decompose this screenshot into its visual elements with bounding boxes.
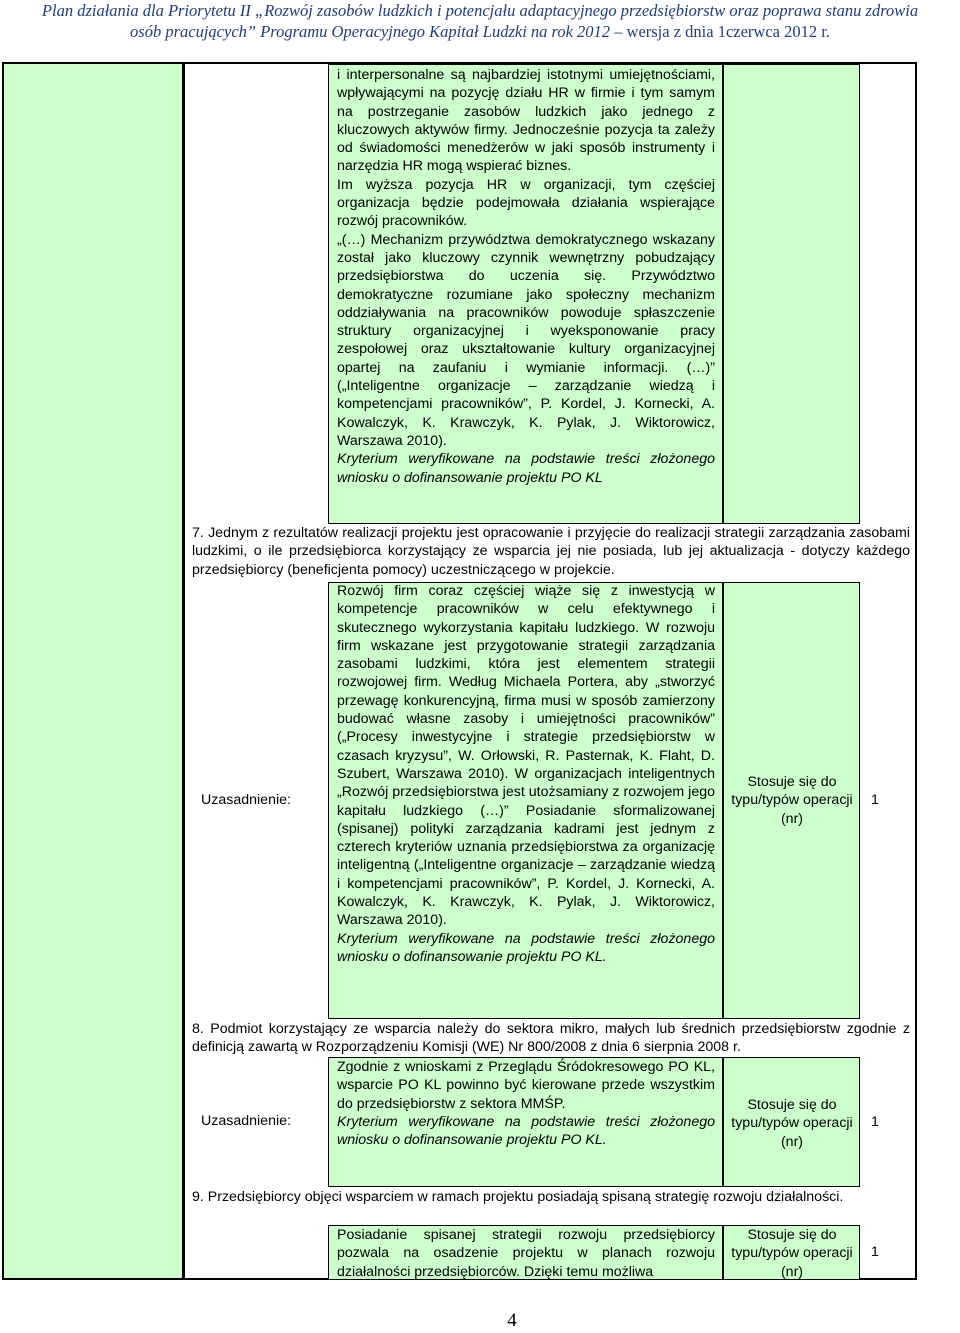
- criterion-9-number: 1: [871, 1244, 879, 1260]
- criterion-8-number: 1: [871, 1114, 879, 1130]
- header-line-2-version: wersja z dnia 1czerwca 2012 r.: [622, 22, 830, 41]
- criterion-7-verification-note: Kryterium weryfikowane na podstawie treści złożonego wniosku o dofinansowanie projektu PO KL.: [337, 930, 715, 965]
- header-line-2: [0, 21, 960, 42]
- criterion-9-type: Stosuje się do typu/typów operacji (nr): [731, 1227, 853, 1280]
- criterion-9-title: 9. Przedsiębiorcy objęci wsparciem w ramach projektu posiadają spisaną strategię rozwoju działalności.: [192, 1188, 910, 1225]
- criterion-8-label: Uzasadnienie:: [201, 1113, 291, 1129]
- block1-paragraph-3: „(…) Mechanizm przywództwa demokratycznego wskazany został jako kluczowy czynnik wewnętrzny pobudzający przedsiębiorstwa do uczenia się. Przywództwo demokratyczne rozumiane jako społeczny mechanizm oddziaływania na pracowników powoduje spłaszczenie struktury organizacyjnej i wyeksponowanie pracy zespołowej oraz ukształtowanie kultury organizacyjnej opartej na zaufaniu i wymianie informacji. (…)” („Inteligentne organizacje – zarządzanie wiedzą i kompetencjami pracowników”, P. Kordel, J. Kornecki, A. Kowalczyk, K. Krawczyk, K. Pylak, J. Wiktorowicz, Warszawa 2010).: [337, 231, 715, 449]
- block1-paragraph-2: Im wyższa pozycja HR w organizacji, tym częściej organizacja będzie podejmowała działania wspierające rozwój pracowników.: [337, 176, 715, 230]
- block1-paragraph-1: i interpersonalne są najbardziej istotnymi umiejętnościami, wpływającymi na pozycję działu HR w firmie i tym samym na postrzeganie zasobów ludzkich jako jednego z kluczowych aktywów firmy. Jednocześnie pozycja ta zależy od świadomości menedżerów w jaki sposób instrumenty i narzędzia HR mogą wspierać biznes.: [337, 67, 715, 175]
- criterion-7-type: Stosuje się do typu/typów operacji (nr): [731, 774, 853, 827]
- criterion-8-body: [337, 1058, 715, 1149]
- page-number: 4: [507, 1310, 517, 1331]
- criterion-7-label: Uzasadnienie:: [201, 792, 291, 808]
- criterion-8-type: Stosuje się do typu/typów operacji (nr): [731, 1097, 853, 1150]
- criterion-7-title: 7. Jednym z rezultatów realizacji projektu jest opracowanie i przyjęcie do realizacji strategii zarządzania zasobami ludzkimi, o ile przedsiębiorca korzystający ze wsparcia jej nie posiada, lub jej aktualizacja - dotyczy każdego przedsiębiorcy (beneficjenta pomocy) uczestniczącego w projekcie.: [192, 524, 910, 582]
- criterion-8-justification: Zgodnie z wnioskami z Przeglądu Śródokresowego PO KL, wsparcie PO KL powinno być kierowane przede wszystkim do przedsiębiorstw z sektora MMŚP.: [337, 1059, 715, 1112]
- block1-type-cell: [723, 64, 860, 524]
- header-line-1: Plan działania dla Priorytetu II „Rozwój zasobów ludzkich i potencjału adaptacyjnego przedsiębiorstw oraz poprawa stanu zdrowia: [41, 1, 919, 20]
- left-green-column: [2, 62, 184, 1280]
- criterion-7-justification: Rozwój firm coraz częściej wiąże się z inwestycją w kompetencje pracowników w celu efektywnego i skutecznego wykorzystania kapitału ludzkiego. W rozwoju firm wskazane jest przygotowanie strategii zarządzania zasobami ludzkimi, która jest elementem strategii rozwojowej firm. Według Michaela Portera, aby „stworzyć przewagę konkurencyjną, firma musi w sposób zamierzony budować własne zasoby i umiejętności pracowników” („Procesy inwestycyjne i strategie przedsiębiorstw w czasach kryzysu”, W. Orłowski, R. Pasternak, K. Flaht, D. Szubert, Warszawa 2010). W organizacjach inteligentnych „Rozwój przedsiębiorstwa jest utożsamiany z rozwojem jego kapitału ludzkiego (…)” Posiadanie sformalizowanej (spisanej) polityki zarządzania kadrami jest jednym z czterech kryteriów uznania przedsiębiorstwa za organizację inteligentną („Inteligentne organizacje – zarządzanie wiedzą i kompetencjami pracowników”, P. Kordel, J. Kornecki, A. Kowalczyk, K. Krawczyk, K. Pylak, J. Wiktorowicz, Warszawa 2010).: [337, 583, 715, 929]
- block1-text: [337, 66, 715, 487]
- header-line-2-italic: osób pracujących” Programu Operacyjnego Kapitał Ludzki na rok 2012 –: [130, 22, 623, 41]
- block1-verification-note: Kryterium weryfikowane na podstawie treści złożonego wniosku o dofinansowanie projektu PO KL: [337, 451, 715, 486]
- criterion-7-body: [337, 582, 715, 966]
- criterion-7-number: 1: [871, 792, 879, 808]
- running-header: [0, 0, 960, 42]
- criterion-8-title: 8. Podmiot korzystający ze wsparcia należy do sektora mikro, małych lub średnich przedsiębiorstw zgodnie z definicją zawartą w Rozporządzeniu Komisji (WE) Nr 800/2008 z dnia 6 sierpnia 2008 r.: [192, 1021, 910, 1056]
- criterion-8-verification-note: Kryterium weryfikowane na podstawie treści złożonego wniosku o dofinansowanie projektu PO KL.: [337, 1113, 715, 1149]
- criterion-9-body: Posiadanie spisanej strategii rozwoju przedsiębiorcy pozwala na osadzenie projektu w planach rozwoju działalności przedsiębiorców. Dzięki temu możliwa: [337, 1227, 715, 1280]
